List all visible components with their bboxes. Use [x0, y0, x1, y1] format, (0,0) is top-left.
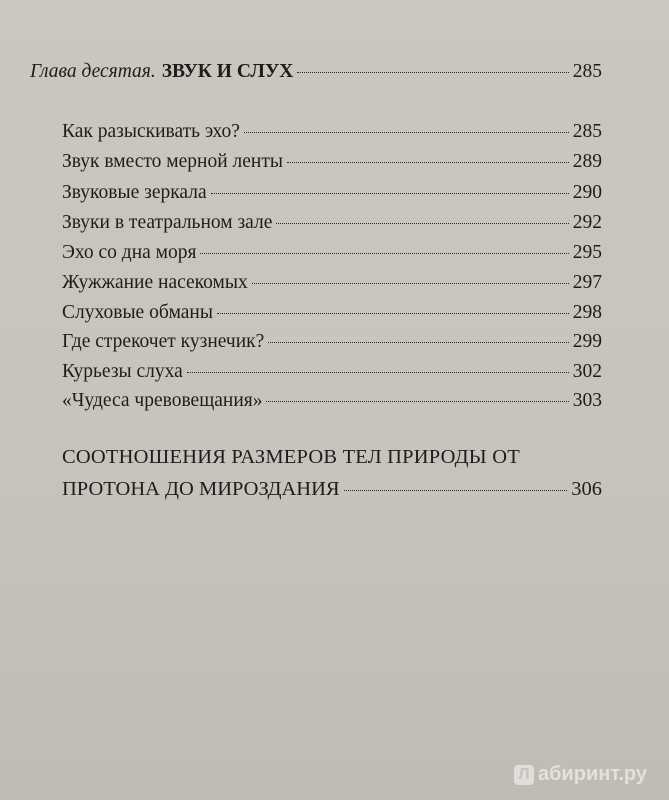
toc-entry — [62, 242, 602, 264]
toc-entry — [62, 182, 602, 204]
dot-leader — [268, 342, 568, 343]
dot-leader — [252, 283, 569, 284]
dot-leader — [297, 72, 568, 73]
toc-entry-title: Эхо со дна моря — [62, 242, 197, 263]
dot-leader — [211, 193, 569, 194]
dot-leader — [200, 253, 568, 254]
toc-entry-page: 297 — [572, 272, 602, 293]
toc-entry-title: Жужжание насекомых — [62, 272, 248, 293]
toc-entry — [62, 121, 602, 143]
toc-entry — [62, 390, 602, 412]
toc-entry-page: 303 — [572, 390, 602, 411]
toc-entry — [62, 272, 602, 294]
toc-entry-title: Слуховые обманы — [62, 302, 213, 323]
toc-entry-page: 299 — [572, 331, 602, 352]
dot-leader — [276, 223, 568, 224]
dot-leader — [217, 313, 569, 314]
dot-leader — [266, 401, 568, 402]
section-page-number: 306 — [571, 478, 602, 500]
toc-entry-title: Звук вместо мерной ленты — [62, 151, 283, 172]
watermark — [514, 763, 647, 786]
section-heading — [62, 478, 602, 501]
chapter-prefix: Глава десятая. — [30, 61, 156, 82]
toc-entry-page: 285 — [572, 121, 602, 142]
toc-entry-title: Как разыскивать эхо? — [62, 121, 240, 142]
toc-entry-title: Где стрекочет кузнечик? — [62, 331, 265, 352]
chapter-page-number: 285 — [572, 61, 602, 82]
toc-entry-page: 292 — [572, 212, 602, 233]
toc-entry-page: 298 — [572, 302, 602, 323]
section-title-line2: ПРОТОНА ДО МИРОЗДАНИЯ — [62, 478, 340, 500]
watermark-text: абиринт.ру — [537, 763, 647, 785]
toc-entry-title: «Чудеса чревовещания» — [62, 390, 263, 411]
toc-entry — [62, 151, 602, 173]
toc-entry — [62, 302, 602, 324]
dot-leader — [287, 162, 569, 163]
labirint-logo-icon: Л — [514, 765, 534, 785]
section-title-line1: СООТНОШЕНИЯ РАЗМЕРОВ ТЕЛ ПРИРОДЫ ОТ — [62, 446, 520, 468]
dot-leader — [344, 490, 568, 491]
toc-entry — [62, 331, 602, 353]
toc-entry — [62, 361, 602, 383]
toc-entry-page: 290 — [572, 182, 602, 203]
toc-entry-page: 302 — [572, 361, 602, 382]
dot-leader — [244, 132, 569, 133]
toc-entry-page: 289 — [572, 151, 602, 172]
toc-entry-page: 295 — [572, 242, 602, 263]
toc-entry-title: Курьезы слуха — [62, 361, 183, 382]
chapter-heading — [30, 61, 602, 83]
dot-leader — [187, 372, 569, 373]
toc-entry-title: Звуки в театральном зале — [62, 212, 273, 233]
toc-entry — [62, 212, 602, 234]
chapter-title: ЗВУК И СЛУХ — [161, 61, 294, 82]
toc-entry-title: Звуковые зеркала — [62, 182, 207, 203]
